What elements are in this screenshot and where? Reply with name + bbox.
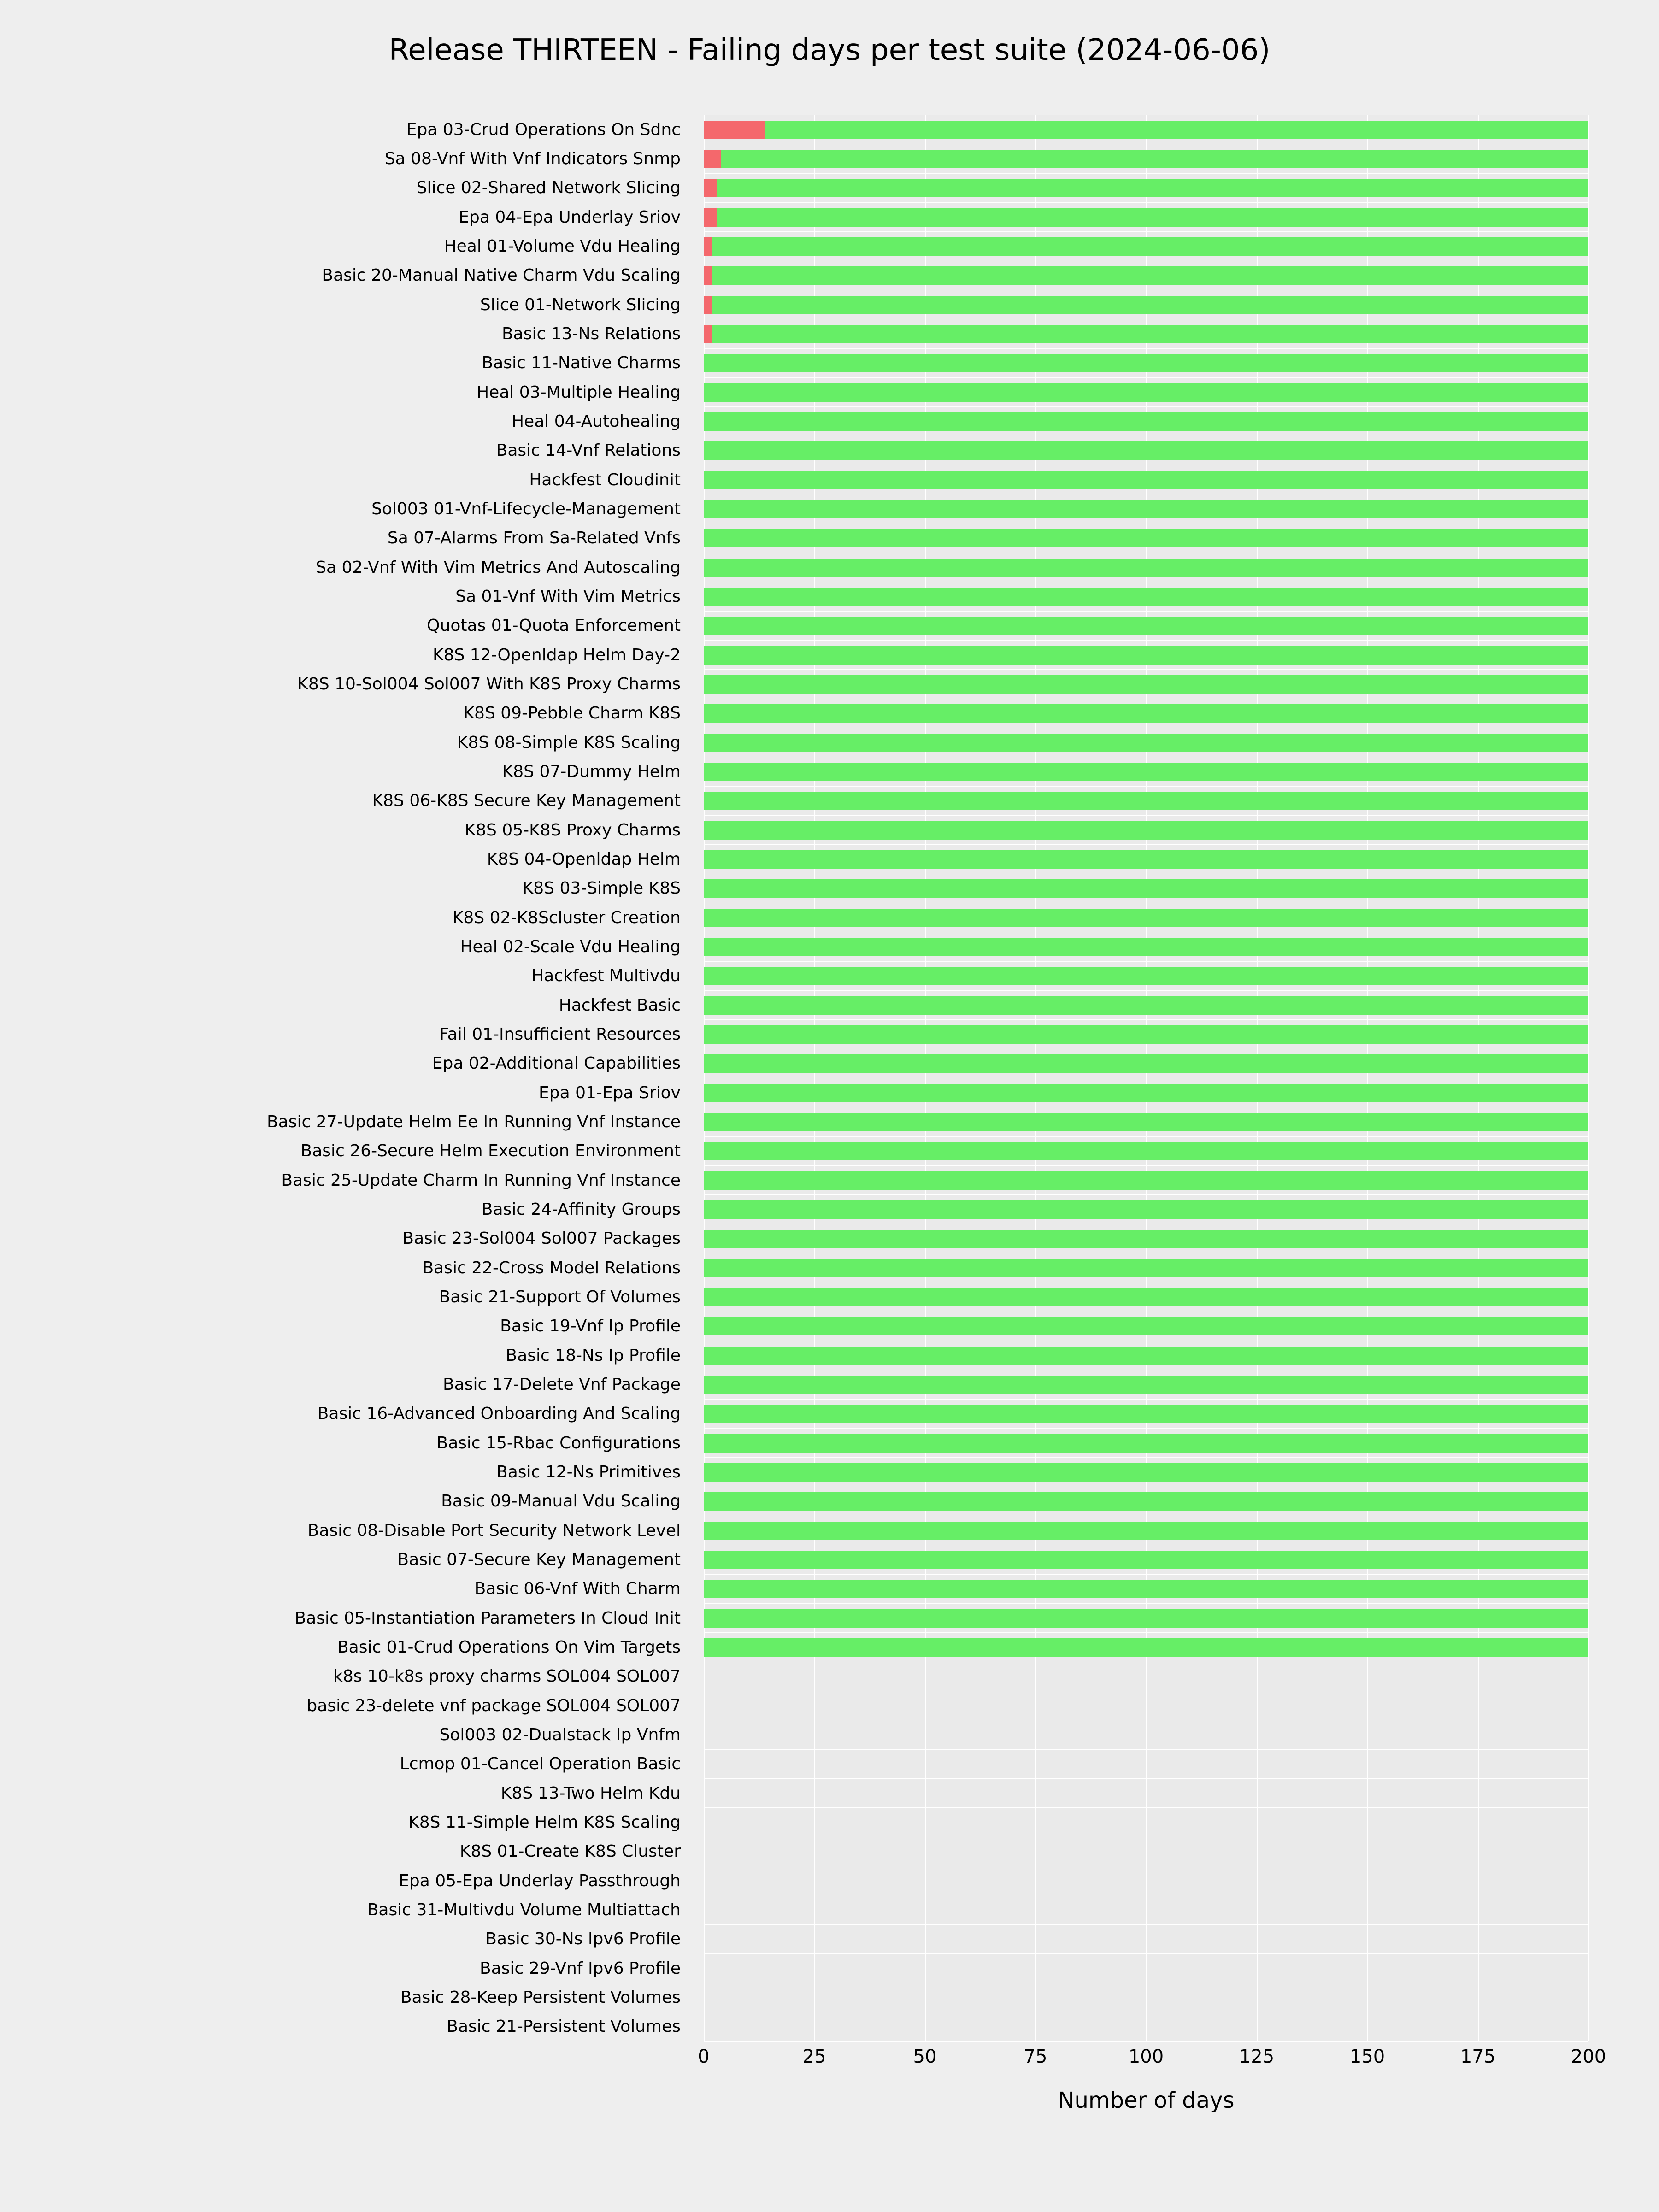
y-axis-tick-label: K8S 08-Simple K8S Scaling xyxy=(457,733,681,752)
bar-segment-passing xyxy=(704,1025,1588,1044)
y-axis-tick-label: K8S 10-Sol004 Sol007 With K8S Proxy Charms xyxy=(297,675,681,694)
y-axis-tick-label: K8S 05-K8S Proxy Charms xyxy=(465,820,681,840)
y-axis-tick-label: Basic 12-Ns Primitives xyxy=(496,1463,681,1482)
bar-segment-passing xyxy=(704,1638,1588,1657)
y-axis-tick-label: Heal 01-Volume Vdu Healing xyxy=(444,237,681,256)
y-axis-tick-label: Basic 15-Rbac Configurations xyxy=(436,1433,681,1453)
bar-segment-passing xyxy=(704,1084,1588,1102)
bar-segment-passing xyxy=(704,1054,1588,1073)
bar-segment-passing xyxy=(704,1580,1588,1598)
gridline-vertical xyxy=(925,115,926,2041)
bar-segment-passing xyxy=(704,559,1588,577)
bar-segment-failing xyxy=(704,121,765,139)
bar-segment-passing xyxy=(704,471,1588,489)
y-axis-tick-label: Epa 02-Additional Capabilities xyxy=(432,1054,681,1073)
bar-segment-passing xyxy=(704,1434,1588,1453)
y-axis-tick-label: Basic 16-Advanced Onboarding And Scaling xyxy=(317,1404,681,1424)
bar-segment-passing xyxy=(704,967,1588,985)
y-axis-tick-label: k8s 10-k8s proxy charms SOL004 SOL007 xyxy=(333,1667,681,1686)
bar-segment-passing xyxy=(704,500,1588,518)
y-axis-tick-label: Epa 03-Crud Operations On Sdnc xyxy=(406,120,681,139)
bar-segment-passing xyxy=(704,1347,1588,1365)
y-axis-tick-label: Sa 07-Alarms From Sa-Related Vnfs xyxy=(387,529,681,548)
gridline-vertical xyxy=(1367,115,1368,2041)
bar-segment-passing xyxy=(704,383,1588,402)
y-axis-tick-label: Basic 21-Persistent Volumes xyxy=(447,2017,681,2036)
y-axis-tick-label: Basic 25-Update Charm In Running Vnf Instance xyxy=(281,1171,681,1190)
bar-segment-passing xyxy=(717,208,1588,227)
bar-segment-failing xyxy=(704,296,712,314)
gridline-vertical xyxy=(704,115,705,2041)
y-axis-tick-label: Hackfest Cloudinit xyxy=(529,470,681,489)
y-axis-tick-label: Epa 01-Epa Sriov xyxy=(539,1083,681,1102)
y-axis-tick-label: Sa 08-Vnf With Vnf Indicators Snmp xyxy=(384,149,681,168)
bar-segment-passing xyxy=(712,237,1588,256)
bar-segment-passing xyxy=(704,1492,1588,1511)
y-axis-tick-label: Basic 09-Manual Vdu Scaling xyxy=(441,1492,681,1511)
y-axis-tick-label: Basic 11-Native Charms xyxy=(482,353,681,373)
chart-title: Release THIRTEEN - Failing days per test suite (2024-06-06) xyxy=(388,33,1271,67)
y-axis-tick-label: Slice 01-Network Slicing xyxy=(480,295,681,314)
y-axis-tick-label: Basic 30-Ns Ipv6 Profile xyxy=(485,1930,681,1949)
gridline-vertical xyxy=(1478,115,1479,2041)
bar-segment-failing xyxy=(704,237,712,256)
y-axis-tick-label: Basic 18-Ns Ip Profile xyxy=(506,1346,681,1365)
x-axis-tick-label: 125 xyxy=(1239,2046,1275,2067)
bar-segment-passing xyxy=(712,266,1588,285)
bar-segment-passing xyxy=(704,792,1588,810)
y-axis-tick-label: K8S 12-Openldap Helm Day-2 xyxy=(432,645,681,665)
y-axis-tick-label: K8S 11-Simple Helm K8S Scaling xyxy=(408,1813,681,1832)
y-axis-tick-label: Basic 27-Update Helm Ee In Running Vnf Instance xyxy=(267,1112,681,1131)
bar-segment-passing xyxy=(717,179,1588,197)
y-axis-tick-label: Basic 22-Cross Model Relations xyxy=(422,1258,681,1277)
bar-segment-passing xyxy=(704,879,1588,898)
bar-segment-failing xyxy=(704,208,717,227)
bar-segment-passing xyxy=(704,354,1588,372)
x-axis-label: Number of days xyxy=(1058,2088,1235,2113)
bar-segment-failing xyxy=(704,266,712,285)
y-axis-tick-label: Epa 04-Epa Underlay Sriov xyxy=(459,207,681,227)
y-axis-tick-label: Lcmop 01-Cancel Operation Basic xyxy=(400,1754,681,1774)
y-axis-labels xyxy=(0,115,692,2041)
bar-segment-passing xyxy=(712,325,1588,343)
bar-segment-passing xyxy=(704,704,1588,723)
y-axis-tick-label: Epa 05-Epa Underlay Passthrough xyxy=(399,1871,681,1890)
y-axis-tick-label: K8S 07-Dummy Helm xyxy=(502,762,681,781)
bar-segment-passing xyxy=(704,909,1588,927)
y-axis-tick-label: Basic 29-Vnf Ipv6 Profile xyxy=(479,1959,681,1978)
y-axis-tick-label: Heal 02-Scale Vdu Healing xyxy=(460,937,681,956)
gridline-vertical xyxy=(1257,115,1258,2041)
bar-segment-passing xyxy=(704,1551,1588,1569)
y-axis-tick-label: Fail 01-Insufficient Resources xyxy=(439,1025,681,1044)
y-axis-tick-label: Hackfest Multivdu xyxy=(531,966,681,986)
y-axis-tick-label: Basic 14-Vnf Relations xyxy=(496,441,681,460)
bar-segment-passing xyxy=(704,1405,1588,1423)
gridline-vertical xyxy=(1035,115,1036,2041)
bar-segment-failing xyxy=(704,179,717,197)
y-axis-tick-label: Sa 02-Vnf With Vim Metrics And Autoscaling xyxy=(316,558,681,577)
bar-segment-passing xyxy=(704,1522,1588,1540)
x-axis-tick-label: 150 xyxy=(1349,2046,1385,2067)
bar-segment-passing xyxy=(704,1200,1588,1219)
y-axis-tick-label: K8S 01-Create K8S Cluster xyxy=(459,1842,681,1861)
gridline-vertical xyxy=(814,115,815,2041)
bar-segment-passing xyxy=(704,734,1588,752)
y-axis-tick-label: Basic 20-Manual Native Charm Vdu Scaling xyxy=(322,266,681,285)
bar-segment-passing xyxy=(765,121,1588,139)
bar-segment-passing xyxy=(704,1171,1588,1190)
bar-segment-passing xyxy=(704,1376,1588,1394)
x-axis-tick-label: 100 xyxy=(1128,2046,1164,2067)
y-axis-tick-label: Basic 05-Instantiation Parameters In Cloud Init xyxy=(294,1608,681,1628)
y-axis-tick-label: Heal 04-Autohealing xyxy=(511,412,681,431)
bar-segment-passing xyxy=(704,938,1588,956)
bar-segment-passing xyxy=(721,150,1588,168)
bar-segment-failing xyxy=(704,150,721,168)
y-axis-tick-label: Basic 08-Disable Port Security Network Level xyxy=(307,1521,681,1540)
bar-segment-passing xyxy=(704,617,1588,635)
y-axis-tick-label: Heal 03-Multiple Healing xyxy=(477,382,681,402)
y-axis-tick-label: Basic 28-Keep Persistent Volumes xyxy=(400,1988,681,2007)
bar-segment-passing xyxy=(704,529,1588,547)
y-axis-tick-label: Basic 21-Support Of Volumes xyxy=(439,1288,681,1306)
y-axis-tick-label: Basic 06-Vnf With Charm xyxy=(474,1579,681,1599)
y-axis-tick-label: K8S 03-Simple K8S xyxy=(522,879,681,898)
x-axis-tick-label: 25 xyxy=(802,2046,826,2067)
bar-segment-passing xyxy=(704,1288,1588,1306)
bar-segment-passing xyxy=(704,996,1588,1015)
y-axis-tick-label: Sa 01-Vnf With Vim Metrics xyxy=(455,587,681,606)
y-axis-tick-label: K8S 09-Pebble Charm K8S xyxy=(463,704,681,723)
y-axis-tick-label: Basic 13-Ns Relations xyxy=(501,324,681,343)
bar-segment-passing xyxy=(704,850,1588,869)
gridline-vertical xyxy=(1146,115,1147,2041)
x-axis-tick-label: 0 xyxy=(698,2046,710,2067)
bar-segment-passing xyxy=(704,1113,1588,1131)
y-axis-tick-label: Basic 17-Delete Vnf Package xyxy=(442,1375,681,1394)
bar-segment-passing xyxy=(704,675,1588,694)
bar-segment-passing xyxy=(712,296,1588,314)
y-axis-tick-label: Basic 24-Affinity Groups xyxy=(481,1200,681,1219)
y-axis-tick-label: Basic 01-Crud Operations On Vim Targets xyxy=(337,1638,681,1657)
bar-segment-passing xyxy=(704,1463,1588,1482)
y-axis-tick-label: Basic 07-Secure Key Management xyxy=(397,1550,681,1569)
y-axis-tick-label: Basic 26-Secure Helm Execution Environment xyxy=(300,1141,681,1161)
y-axis-tick-label: K8S 04-Openldap Helm xyxy=(487,850,681,869)
bar-segment-passing xyxy=(704,1609,1588,1628)
x-axis-tick-label: 175 xyxy=(1460,2046,1496,2067)
y-axis-tick-label: Basic 31-Multivdu Volume Multiattach xyxy=(367,1900,681,1919)
y-axis-tick-label: Quotas 01-Quota Enforcement xyxy=(427,616,681,635)
plot-area xyxy=(704,115,1588,2041)
y-axis-tick-label: K8S 13-Two Helm Kdu xyxy=(500,1783,681,1803)
bar-segment-passing xyxy=(704,1142,1588,1160)
bar-segment-passing xyxy=(704,1259,1588,1277)
bar-segment-passing xyxy=(704,412,1588,431)
y-axis-tick-label: K8S 02-K8Scluster Creation xyxy=(452,908,681,927)
bar-segment-passing xyxy=(704,821,1588,840)
x-axis-tick-label: 200 xyxy=(1571,2046,1606,2067)
y-axis-tick-label: Basic 23-Sol004 Sol007 Packages xyxy=(402,1229,681,1248)
bar-segment-passing xyxy=(704,1317,1588,1335)
x-axis-tick-label: 75 xyxy=(1024,2046,1047,2067)
y-axis-tick-label: Slice 02-Shared Network Slicing xyxy=(416,178,681,198)
y-axis-tick-label: Sol003 02-Dualstack Ip Vnfm xyxy=(439,1725,681,1744)
bar-segment-passing xyxy=(704,1230,1588,1248)
bar-segment-failing xyxy=(704,325,712,343)
y-axis-tick-label: K8S 06-K8S Secure Key Management xyxy=(372,791,681,811)
y-axis-tick-label: Sol003 01-Vnf-Lifecycle-Management xyxy=(371,500,681,518)
y-axis-tick-label: Hackfest Basic xyxy=(559,995,681,1015)
gridline-vertical xyxy=(1588,115,1589,2041)
bar-segment-passing xyxy=(704,646,1588,665)
x-axis-tick-label: 50 xyxy=(913,2046,937,2067)
x-axis-ticks xyxy=(698,2046,1606,2074)
bar-segment-passing xyxy=(704,763,1588,781)
bar-segment-passing xyxy=(704,441,1588,460)
y-axis-tick-label: Basic 19-Vnf Ip Profile xyxy=(500,1317,681,1336)
bar-segment-passing xyxy=(704,588,1588,606)
y-axis-tick-label: basic 23-delete vnf package SOL004 SOL007 xyxy=(306,1696,681,1715)
